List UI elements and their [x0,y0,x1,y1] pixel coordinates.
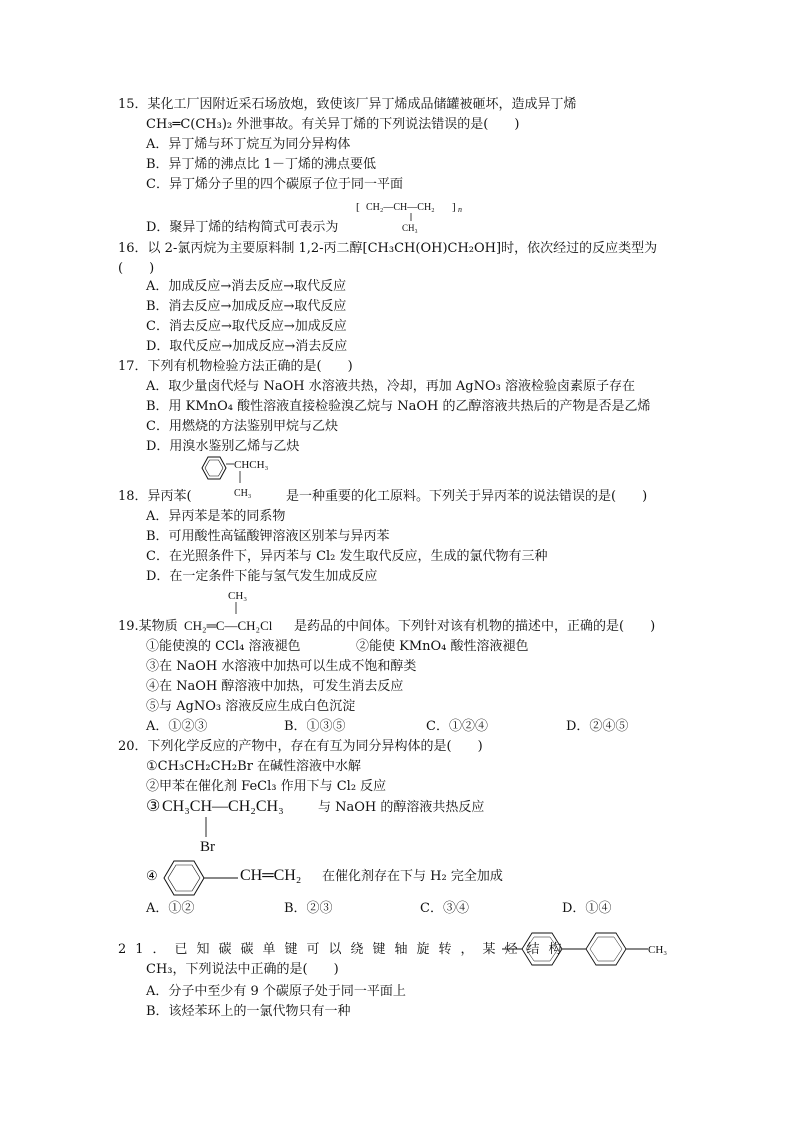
q20-statement-4-num: ④ [146,869,158,884]
q15-option-b: B．异丁烯的沸点比 1－丁烯的沸点要低 [146,157,376,172]
biphenyl-structure [502,928,692,970]
q20-statement-2: ②甲苯在催化剂 FeCl₃ 作用下与 Cl₂ 反应 [146,779,387,794]
q18-option-b: B．可用酸性高锰酸钾溶液区别苯与异丙苯 [146,529,390,544]
q21-option-b: B．该烃苯环上的一氯代物只有一种 [146,1004,351,1019]
q17-stem: 17．下列有机物检验方法正确的是( ) [118,359,353,374]
q15-stem-line1: 15．某化工厂因附近采石场放炮，致使该厂异丁烯成品储罐被砸坏，造成异丁烯 [118,97,577,112]
q19-option-b: B．①③⑤ [284,719,346,734]
q17-option-a: A．取少量卤代烃与 NaOH 水溶液共热，冷却，再加 AgNO₃ 溶液检验卤素原子存在 [146,379,635,394]
q19-statement-4: ④在 NaOH 醇溶液中加热，可发生消去反应 [146,679,404,694]
q16-option-d: D．取代反应→加成反应→消去反应 [146,339,348,354]
q20-stem: 20．下列化学反应的产物中，存在有互为同分异构体的是( ) [118,739,483,754]
q17-option-c: C．用燃烧的方法鉴别甲烷与乙炔 [146,419,338,434]
q16-stem-line2: ( ) [118,261,155,276]
q19-option-c: C．①②④ [426,719,488,734]
polyisobutylene-branch: CH₃ [402,223,418,233]
q16-stem-line1: 16．以 2-氯丙烷为主要原料制 1,2-丙二醇[CH₃CH(OH)CH₂OH]时，依次经过的反应类型为 [118,241,658,256]
q21-stem-line1: 21．已知碳碳单键可以绕键轴旋转，某烃结构 [118,942,571,957]
q21-option-a: A．分子中至少有 9 个碳原子处于同一平面上 [146,984,406,999]
q19-stem-post: 是药品的中间体。下列针对该有机物的描述中，正确的是( ) [294,619,656,634]
q21-stem-line2: CH₃，下列说法中正确的是( ) [146,962,339,977]
svg-text:[: [ [356,201,360,213]
q15-option-a: A．异丁烯与环丁烷互为同分异构体 [146,137,351,152]
bromine-label: Br [200,839,215,855]
q18-option-d: D．在一定条件下能与氢气发生加成反应 [146,569,378,584]
q19-statement-2: ②能使 KMnO₄ 酸性溶液褪色 [356,639,529,654]
q20-option-c: C．③④ [420,901,469,916]
q19-stem-pre: 19.某物质 [118,619,178,634]
styrene-benzene-ring [160,858,240,898]
svg-text:]: ] [452,201,456,213]
q20-statement-3-text: 与 NaOH 的醇溶液共热反应 [318,800,485,815]
q20-option-b: B．②③ [284,901,333,916]
polyisobutylene-main-chain: CH₂—CH—CH₂ [366,202,435,213]
q17-option-d: D．用溴水鉴别乙烯与乙炔 [146,439,300,454]
q17-option-b: B．用 KMnO₄ 酸性溶液直接检验溴乙烷与 NaOH 的乙醇溶液共热后的产物是否是乙烯 [146,399,651,414]
q19-formula: CH₂═C—CH₂Cl [184,618,273,633]
q20-option-d: D．①④ [562,901,612,916]
q19-option-d: D．②④⑤ [566,719,629,734]
svg-text:n: n [458,205,462,214]
q20-statement-4-text: 在催化剂存在下与 H₂ 完全加成 [322,869,503,884]
q19-option-a: A．①②③ [146,719,208,734]
q19-statement-1: ①能使溴的 CCl₄ 溶液褪色 [146,639,301,654]
q16-option-b: B．消去反应→加成反应→取代反应 [146,299,347,314]
q20-bromo-branch [196,815,236,855]
q19-statement-3: ③在 NaOH 水溶液中加热可以生成不饱和醇类 [146,659,417,674]
q15-option-c: C．异丁烯分子里的四个碳原子位于同一平面 [146,177,403,192]
q20-option-a: A．①② [146,901,195,916]
isopropyl-branch: CH₃ [234,488,252,499]
q20-statement-4-formula: CH═CH₂ [240,867,302,884]
q19-statement-5: ⑤与 AgNO₃ 溶液反应生成白色沉淀 [146,699,356,714]
q20-statement-3-num: ③ [146,798,161,815]
q15-stem-line2: CH₃═C(CH₃)₂ 外泄事故。有关异丁烯的下列说法错误的是( ) [146,117,520,132]
isopropylbenzene-structure [196,454,296,504]
isopropyl-main: CHCH₃ [234,459,269,471]
q19-methyl: CH₃ [228,590,248,602]
biphenyl-methyl: CH₃ [648,944,668,956]
q20-statement-1: ①CH₃CH₂CH₂Br 在碱性溶液中水解 [146,759,362,774]
q16-option-a: A．加成反应→消去反应→取代反应 [146,279,347,294]
q15-option-d: D．聚异丁烯的结构简式可表示为 [146,220,339,235]
q16-option-c: C．消去反应→取代反应→加成反应 [146,319,347,334]
q18-stem-pre: 18．异丙苯( [118,489,192,504]
q18-option-a: A．异丙苯是苯的同系物 [146,509,286,524]
q18-option-c: C．在光照条件下，异丙苯与 Cl₂ 发生取代反应，生成的氯代物有三种 [146,549,548,564]
q20-statement-3-formula: CH₃CH—CH₂CH₃ [162,798,284,815]
polyisobutylene-structure [356,198,496,232]
q18-stem-post: 是一种重要的化工原料。下列关于异丙苯的说法错误的是( ) [286,489,648,504]
